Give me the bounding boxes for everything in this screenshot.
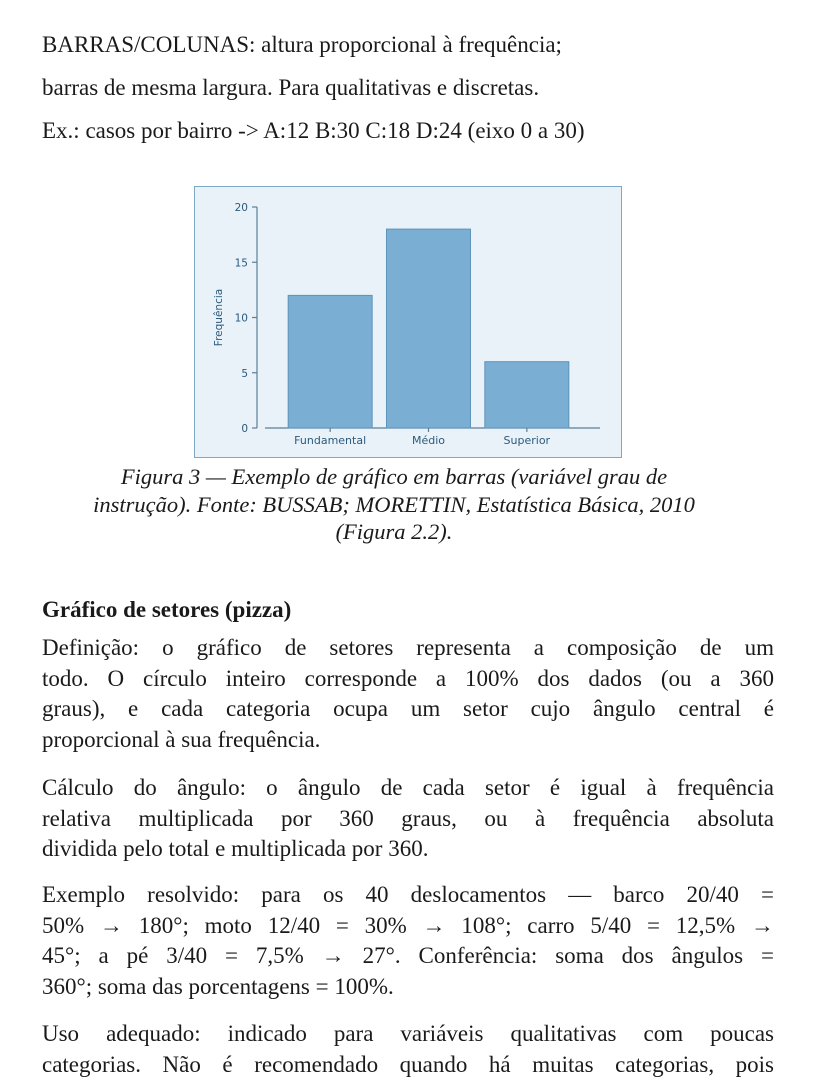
bar-fundamental [288, 295, 372, 428]
paragraph-line: proporcional à sua frequência. [42, 726, 321, 752]
bar-chart-figure [194, 186, 622, 458]
paragraph-line: todo. O círculo inteiro corresponde a 100% dos dados (ou a 360 [42, 665, 774, 691]
caption-line-1: Figura 3 — Exemplo de gráfico em barras (variável grau de [120, 464, 668, 489]
paragraph-line: 360°; soma das porcentagens = 100%. [42, 973, 394, 999]
paragraph-angle-calculation [42, 773, 774, 865]
paragraph-line: dividida pelo total e multiplicada por 360. [42, 836, 429, 861]
y-tick-label: 15 [234, 257, 248, 270]
y-tick-label: 0 [241, 423, 248, 435]
bar-chart [195, 187, 623, 459]
y-tick-label: 5 [241, 367, 248, 380]
paragraph-line: graus), e cada categoria ocupa um setor cujo ângulo central é [42, 696, 774, 721]
paragraph-line: 50% → 180°; moto 12/40 = 30% → 108°; carro 5/40 = 12,5% → [42, 912, 774, 938]
figure-caption [14, 463, 774, 546]
paragraph-appropriate-use [42, 1019, 774, 1080]
paragraph-line: 45°; a pé 3/40 = 7,5% → 27°. Conferência: soma dos ângulos = [42, 943, 774, 968]
intro-line-3: Ex.: casos por bairro -> A:12 B:30 C:18 D:24 (eixo 0 a 30) [42, 118, 585, 143]
paragraph-definition [42, 633, 774, 755]
y-tick-label: 10 [234, 312, 248, 325]
paragraph-line: categorias. Não é recomendado quando há muitas categorias, pois [42, 1051, 774, 1077]
intro-line-1: BARRAS/COLUNAS: altura proporcional à frequência; [42, 32, 562, 57]
paragraph-line: relativa multiplicada por 360 graus, ou à frequência absoluta [42, 805, 774, 831]
section-title: Gráfico de setores (pizza) [42, 597, 292, 622]
x-tick-label: Superior [503, 434, 551, 447]
paragraph-line: Uso adequado: indicado para variáveis qualitativas com poucas [42, 1021, 774, 1046]
y-axis-label: Frequência [213, 288, 225, 347]
paragraph-line: Cálculo do ângulo: o ângulo de cada setor é igual à frequência [42, 775, 774, 800]
bar-superior [485, 362, 569, 428]
caption-line-3: (Figura 2.2). [335, 519, 453, 544]
paragraph-line: Exemplo resolvido: para os 40 deslocamentos — barco 20/40 = [42, 882, 774, 907]
x-tick-label: Fundamental [294, 434, 367, 447]
paragraph-worked-example [42, 880, 774, 1002]
paragraph-line: Definição: o gráfico de setores representa a composição de um [42, 635, 774, 660]
caption-line-2: instrução). Fonte: BUSSAB; MORETTIN, Estatística Básica, 2010 [93, 491, 695, 517]
x-tick-label: Médio [411, 434, 446, 447]
intro-line-2: barras de mesma largura. Para qualitativas e discretas. [42, 75, 540, 100]
bar-médio [387, 229, 471, 428]
y-tick-label: 20 [234, 202, 248, 214]
